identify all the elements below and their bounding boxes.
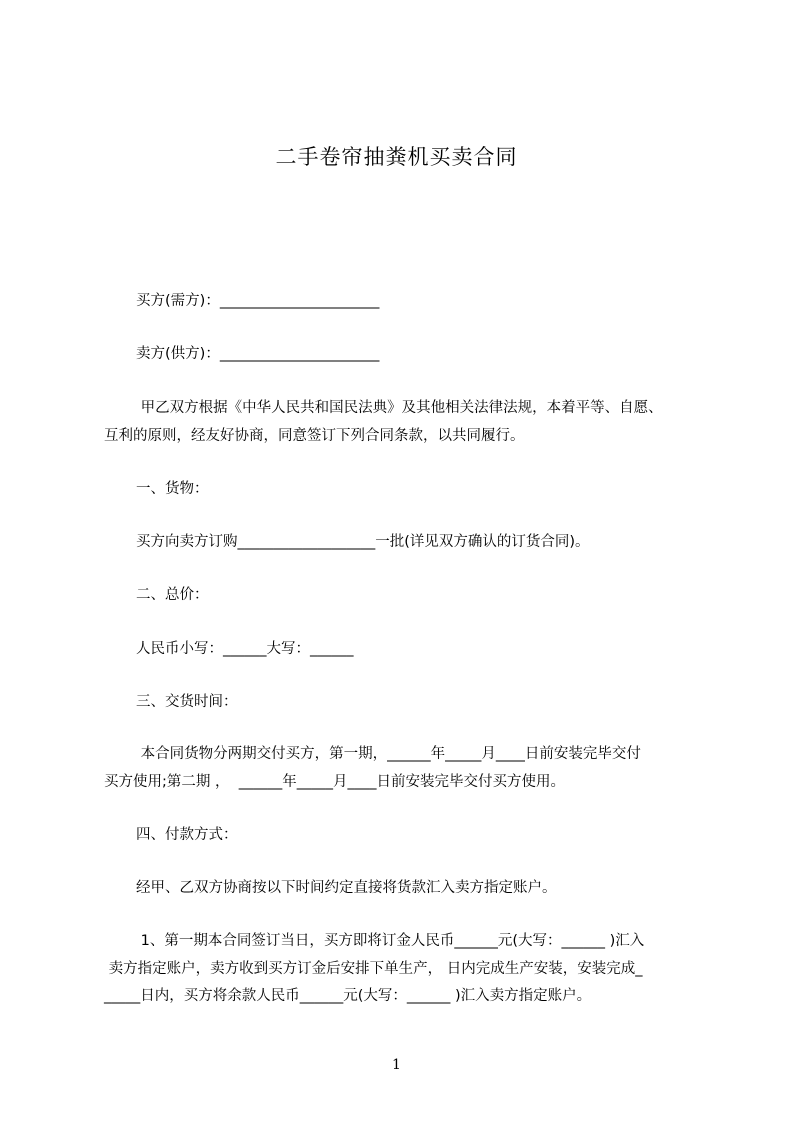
section-payment-text: 经甲、乙双方协商按以下时间约定直接将货款汇入卖方指定账户。: [136, 880, 557, 896]
intro-paragraph-line-2: 互利的原则，经友好协商，同意签订下列合同条款，以共同履行。: [104, 428, 525, 444]
payment-item-1-line-2: 卖方指定账户，卖方收到买方订金后安排下单生产， 日内完成生产安装，安装完成_: [104, 961, 643, 977]
section-goods-text: 买方向卖方订购___________________一批(详见双方确认的订货合同)。: [136, 534, 590, 550]
page-number: 1: [392, 1057, 401, 1073]
section-delivery-line-1: 本合同货物分两期交付买方，第一期，______年_____月____日前安装完毕交付: [136, 746, 641, 762]
intro-paragraph-line-1: 甲乙双方根据《中华人民共和国民法典》及其他相关法律法规，本着平等、自愿、: [136, 400, 663, 416]
buyer-line: 买方(需方)：______________________: [136, 293, 380, 309]
payment-item-1-line-3: _____日内，买方将余款人民币______元(大写：______ )汇入卖方指定账户。: [104, 988, 592, 1004]
section-goods-heading: 一、货物：: [136, 481, 209, 497]
section-price-heading: 二、总价：: [136, 587, 209, 603]
payment-item-1-line-1: 1、第一期本合同签订当日，买方即将订金人民币______元(大写：______ )汇入: [136, 933, 645, 949]
section-delivery-line-2: 买方使用;第二期 ， ______年_____月____日前安装完毕交付买方使用。: [104, 774, 565, 790]
section-price-text: 人民币小写：______大写：______: [136, 641, 354, 657]
contract-title: 二手卷帘抽粪机买卖合同: [275, 145, 518, 169]
section-delivery-heading: 三、交货时间：: [136, 694, 238, 710]
seller-line: 卖方(供方)：______________________: [136, 346, 380, 362]
section-payment-heading: 四、付款方式：: [136, 827, 238, 843]
